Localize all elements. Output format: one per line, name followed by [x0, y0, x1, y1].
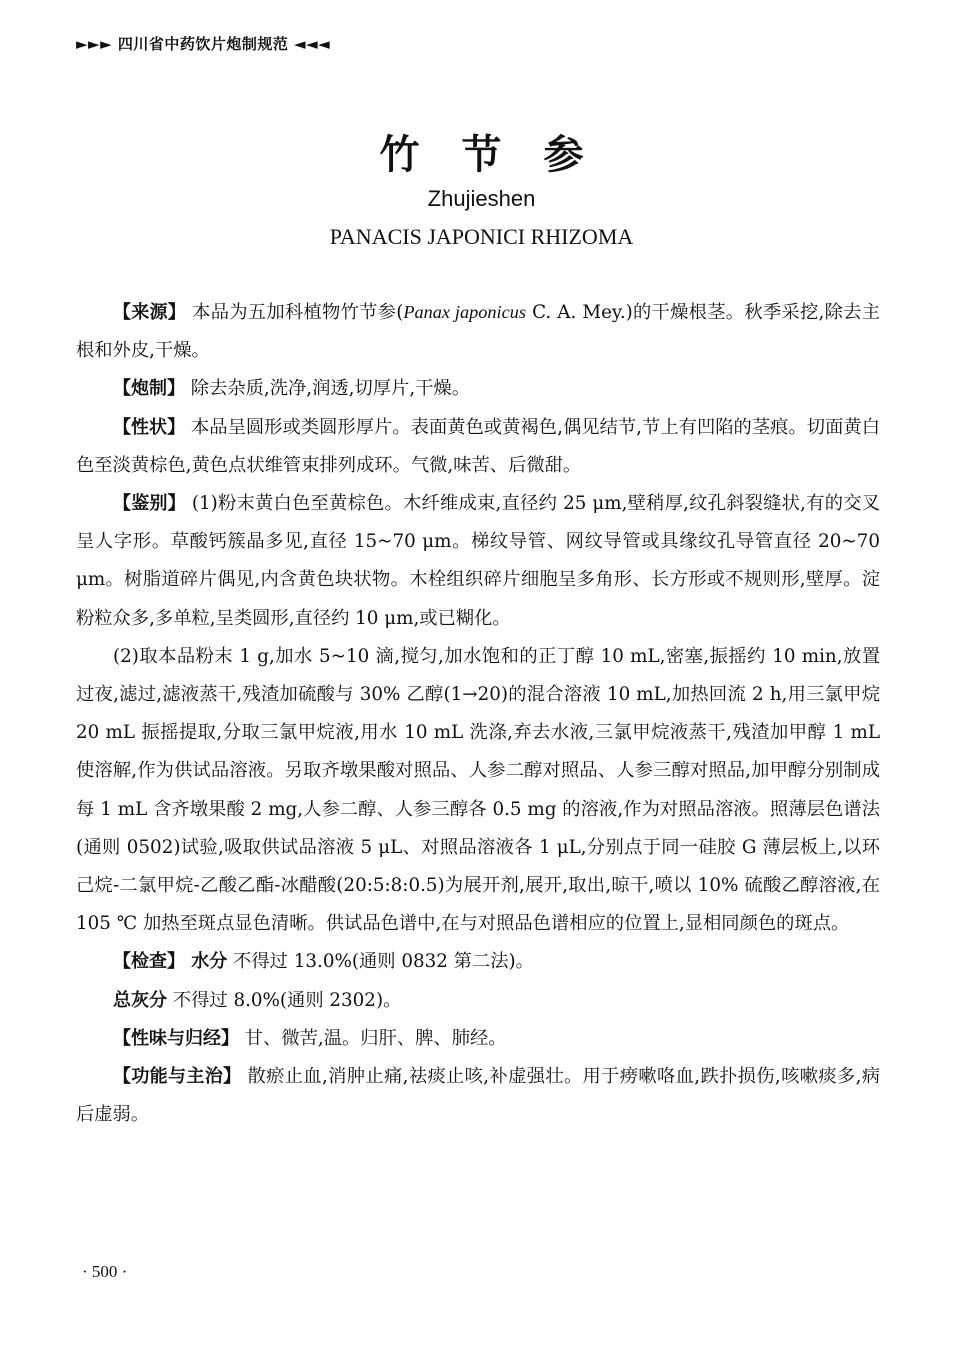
section-label: 【鉴别】 [113, 493, 186, 515]
section-label: 【炮制】 [113, 378, 185, 400]
section-text: 本品为五加科植物竹节参( [186, 302, 404, 323]
section-identification [76, 485, 880, 638]
section-label: 【功能与主治】 [113, 1066, 242, 1088]
title-pinyin: Zhujieshen [427, 186, 536, 211]
section-inspection [76, 943, 880, 981]
section-label: 【检查】 [113, 951, 185, 973]
title-chinese: 竹节参 [379, 131, 626, 178]
section-text: 不得过 8.0%(通则 2302)。 [167, 989, 402, 1011]
section-characters [76, 409, 880, 485]
section-functions [76, 1058, 880, 1134]
section-text: 本品呈圆形或类圆形厚片。表面黄色或黄褐色,偶见结节,节上有凹陷的茎痕。切面黄白色至淡黄棕色,黄色点状维管束排列成环。气微,味苦、后微甜。 [76, 416, 880, 476]
section-total-ash [76, 982, 880, 1020]
section-text: 甘、微苦,温。归肝、脾、肺经。 [239, 1027, 507, 1049]
title-latin: PANACIS JAPONICI RHIZOMA [329, 224, 634, 249]
section-nature [76, 1020, 880, 1058]
moisture-label: 水分 [185, 951, 228, 973]
section-label: 【性味与归经】 [113, 1027, 239, 1049]
running-header: ►►► 四川省中药饮片炮制规范 ◄◄◄ [76, 35, 331, 53]
section-processing [76, 370, 880, 408]
section-label: 【来源】 [113, 302, 187, 323]
page-number: · 500 · [82, 1262, 128, 1281]
section-source [76, 293, 880, 370]
title-block [0, 128, 963, 254]
document-body [76, 293, 880, 1134]
species-name: Panax japonicus [403, 302, 526, 322]
section-text: 散瘀止血,消肿止痛,祛痰止咳,补虚强壮。用于痨嗽咯血,跌扑损伤,咳嗽痰多,病后虚弱。 [76, 1066, 880, 1126]
section-label: 【性状】 [113, 416, 186, 438]
section-text: 除去杂质,洗净,润透,切厚片,干燥。 [185, 378, 470, 400]
section-identification-2: (2)取本品粉末 1 g,加水 5~10 滴,搅匀,加水饱和的正丁醇 10 mL,密塞,振摇约 10 min,放置过夜,滤过,滤液蒸干,残渣加硫酸与 30% 乙醇(1→20)的混合溶液 10 mL,加热回流 2 h,用三氯甲烷 20 mL 振摇提取,分取三氯甲烷液,用水 10 mL 洗涤,弃去水液,三氯甲烷液蒸干,残渣加甲醇 1 mL 使溶解,作为供试品溶液。另取齐墩果酸对照品、人参二醇对照品、人参三醇对照品,加甲醇分别制成每 1 mL 含齐墩果酸 2 mg,人参二醇、人参三醇各 0.5 mg 的溶液,作为对照品溶液。照薄层色谱法(通则 0502)试验,吸取供试品溶液 5 μL、对照品溶液各 1 μL,分别点于同一硅胶 G 薄层板上,以环己烷-二氯甲烷-乙酸乙酯-冰醋酸(20:5:8:0.5)为展开剂,展开,取出,晾干,喷以 10% 硫酸乙醇溶液,在 105 ℃ 加热至斑点显色清晰。供试品色谱中,在与对照品色谱相应的位置上,显相同颜色的斑点。 [76, 645, 880, 935]
total-ash-label: 总灰分 [113, 989, 167, 1011]
section-text: (1)粉末黄白色至黄棕色。木纤维成束,直径约 25 μm,壁稍厚,纹孔斜裂缝状,有的交叉呈人字形。草酸钙簇晶多见,直径 15~70 μm。梯纹导管、网纹导管或具缘纹孔导管直径 20~70 μm。树脂道碎片偶见,内含黄色块状物。木栓组织碎片细胞呈多角形、长方形或不规则形,壁厚。淀粉粒众多,多单粒,呈类圆形,直径约 10 μm,或已糊化。 [76, 493, 881, 629]
section-text: C. A. Mey.)的干燥根茎。秋季采挖,除去主根和外皮,干燥。 [76, 302, 880, 362]
section-text: 不得过 13.0%(通则 0832 第二法)。 [227, 951, 534, 973]
